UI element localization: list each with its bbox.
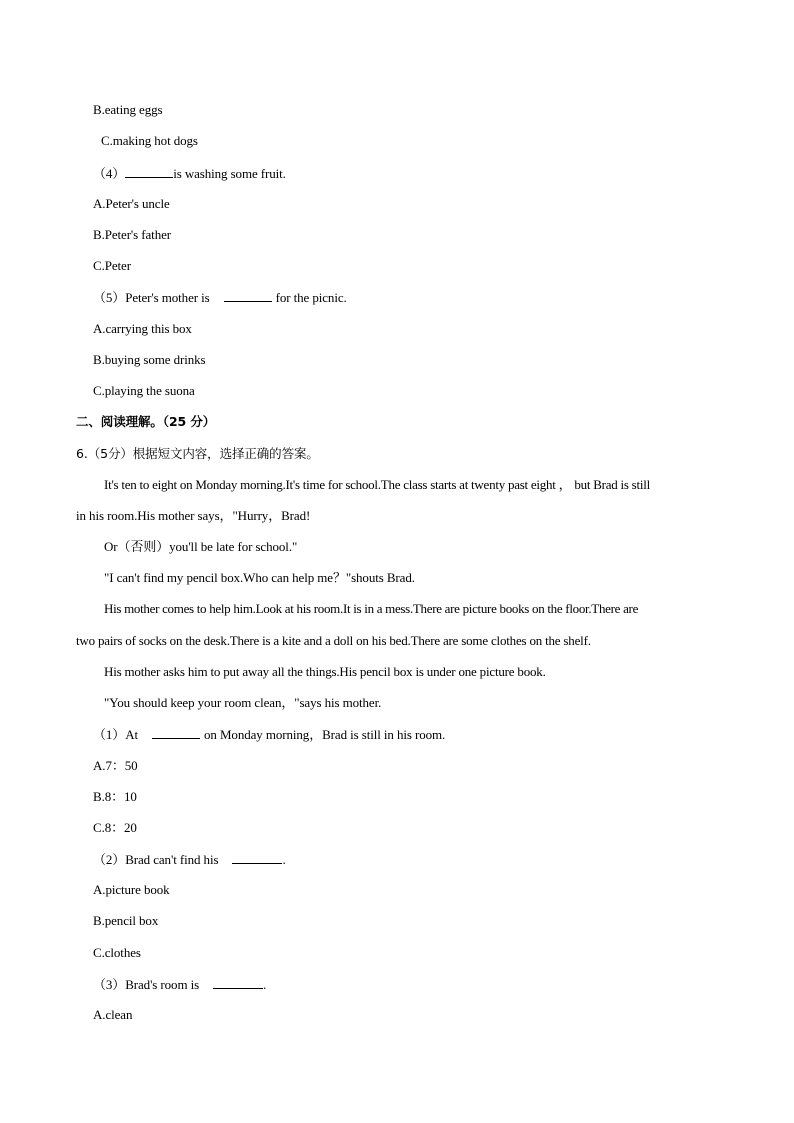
q6-sub1-option-c: C.8：20 [93,820,137,835]
q5-sub4-option-b: B.Peter's father [93,227,171,242]
answer-blank [125,165,173,178]
passage-line: It's ten to eight on Monday morning.It's time for school.The class starts at twenty past eight ， but Brad is still [104,477,650,492]
q5-sub5-prefix: （5）Peter's mother is [93,290,210,305]
q6-sub2-option-a: A.picture book [93,882,170,897]
answer-blank [232,851,282,864]
q6-sub1-prefix: （1）At [93,727,139,742]
q6-sub1-question [93,726,445,743]
passage-line: His mother asks him to put away all the things.His pencil box is under one picture book. [104,664,546,679]
q6-sub1-option-b: B.8：10 [93,789,137,804]
q5-sub4-prefix: （4） [93,166,126,181]
q6-sub2-option-c: C.clothes [93,945,141,960]
answer-blank [152,726,200,739]
q6-sub1-suffix: on Monday morning，Brad is still in his room. [204,727,446,742]
passage-line: two pairs of socks on the desk.There is a kite and a doll on his bed.There are some clothes on the shelf. [76,633,591,648]
q6-sub2-suffix: . [282,852,286,867]
q6-instruction: 6.（5分）根据短文内容，选择正确的答案。 [76,446,319,461]
q5-sub4-option-c: C.Peter [93,258,131,273]
q5-sub5-option-c: C.playing the suona [93,383,195,398]
q6-sub3-question [93,976,266,993]
answer-blank [213,976,263,989]
q6-sub3-prefix: （3）Brad's room is [93,977,200,992]
q5-sub4-option-a: A.Peter's uncle [93,196,170,211]
q5-sub5-option-b: B.buying some drinks [93,352,206,367]
passage-line: in his room.His mother says，"Hurry，Brad! [76,508,311,523]
q6-sub2-option-b: B.pencil box [93,913,159,928]
passage-line: "I can't find my pencil box.Who can help me？"shouts Brad. [104,570,415,585]
q6-sub3-suffix: . [263,977,267,992]
passage-line: His mother comes to help him.Look at his room.It is in a mess.There are picture books on the floor.There are [104,601,639,616]
q6-sub1-option-a: A.7：50 [93,758,138,773]
q5-sub5-question [93,289,347,306]
section-title: 二、阅读理解。（25 分） [76,414,216,429]
answer-blank [224,289,272,302]
q5-sub4-question [93,165,286,182]
q6-sub3-option-a: A.clean [93,1007,133,1022]
q5-sub5-option-a: A.carrying this box [93,321,192,336]
q5-3-option-c: C.making hot dogs [101,133,198,148]
passage-line: Or（否则）you'll be late for school." [104,539,298,554]
q5-3-option-b: B.eating eggs [93,102,163,117]
q5-sub4-suffix: is washing some fruit. [173,166,286,181]
q6-sub2-question [93,851,286,868]
q5-sub5-suffix: for the picnic. [275,290,347,305]
q6-sub2-prefix: （2）Brad can't find his [93,852,219,867]
passage-line: "You should keep your room clean，"says his mother. [104,695,382,710]
